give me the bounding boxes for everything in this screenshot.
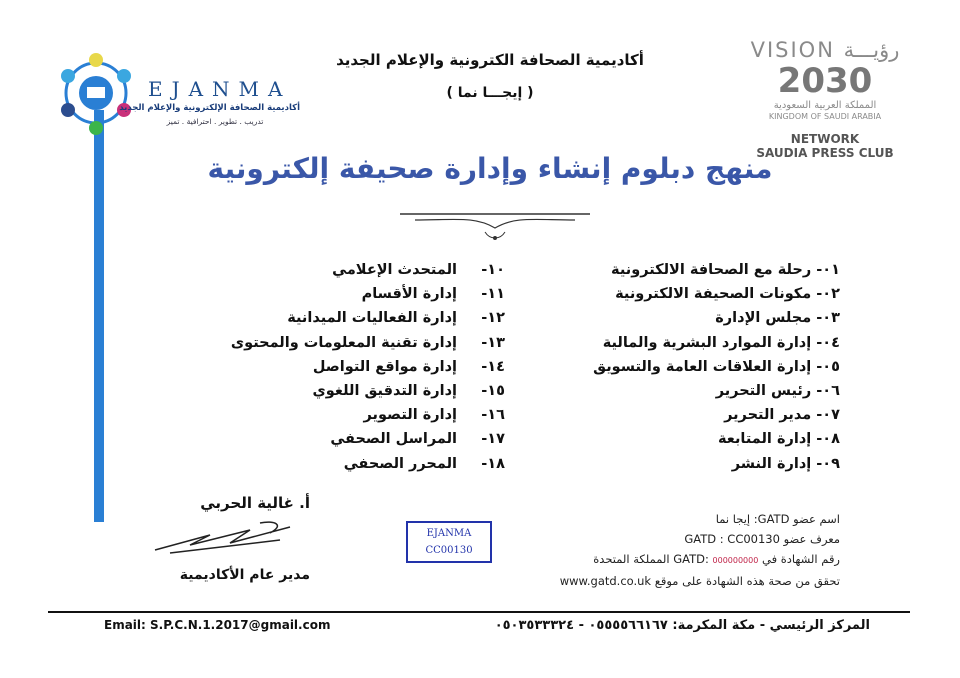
stamp-line1: EJANMA [426,528,472,539]
gatd-member-id: معرف عضو GATD : CC00130 [684,532,840,546]
item-number: ١٥- [481,383,505,400]
list-item [285,403,505,427]
footer-address: المركز الرئيسي - مكة المكرمة: ٠٥٥٥٥٦٦١٦٧ - ٠٥٠٣٥٣٣٣٢٤ [494,618,870,633]
item-number: ١٠- [481,262,505,278]
vision-line3: المملكة العربية السعودية [773,100,877,111]
signatory-name: أ. غالية الحربي [200,494,310,512]
vision-2030-logo [740,38,910,122]
ornament-divider-icon [395,206,595,246]
gatd-cert-number: 000000000 [712,556,759,565]
blue-vertical-bar [94,110,104,522]
ejanma-logo-icon [56,48,136,138]
list-item: ٠٢- مكونات الصحيفة الالكترونية [615,286,840,303]
item-number: ١٢- [481,310,505,327]
signatory-role: مدير عام الأكاديمية [179,567,310,583]
list-item: ٠٦- رئيس التحرير [715,383,840,400]
academy-name: أكاديمية الصحافة الكترونية والإعلام الجديد [336,51,644,69]
logo-name: EJANMA [148,77,292,101]
handwritten-signature-icon [150,515,300,560]
item-number: ١٦- [481,407,505,424]
footer-divider [48,611,910,613]
gatd-country: المملكة المتحدة [593,552,670,566]
list-item [285,379,505,403]
list-item [285,282,505,306]
item-text: المحرر الصحفي [343,455,457,472]
vision-line4: KINGDOM OF SAUDI ARABIA [768,112,882,121]
gatd-cert-row [560,549,840,571]
page-title: منهج دبلوم إنشاء وإدارة صحيفة إلكترونية [207,152,773,185]
list-item: ٠١- رحلة مع الصحافة الالكترونية [611,262,840,278]
item-number: ١٤- [481,358,505,375]
list-item [285,355,505,379]
stamp-line2: CC00130 [425,545,473,556]
list-item [285,258,505,282]
vision-line1: VISION رؤيـــة [750,38,900,62]
curriculum-list-1 [593,258,840,476]
logo-tagline: تدريب . تطوير . احترافية . تميز [166,117,264,126]
list-item: ٠٩- إدارة النشر [731,455,840,472]
list-item [285,452,505,476]
logo-arabic: أكاديمية الصحافة الإلكترونية والإعلام الجديد [119,103,300,113]
list-item: ٠٥- إدارة العلاقات العامة والتسويق [593,358,840,375]
item-text: إدارة تقنية المعلومات والمحتوى [230,334,457,351]
footer-email: Email: S.P.C.N.1.2017@gmail.com [104,618,331,632]
item-text: إدارة الأقسام [361,286,457,303]
gatd-verify: تحقق من صحة هذه الشهادة على موقع www.gatd.co.uk [559,574,840,588]
network-line2: SAUDIA PRESS CLUB [756,146,894,160]
list-item [285,427,505,451]
vision-line2: 2030 [777,61,873,101]
list-item [230,331,505,355]
item-text: إدارة مواقع التواصل [312,358,457,375]
list-item: ٠٨- إدارة المتابعة [717,431,840,448]
gatd-member-name: اسم عضو GATD: إيجا نما [715,512,840,526]
item-text: إدارة التدقيق اللغوي [312,383,457,400]
list-item [285,306,505,330]
item-number: ١٧- [481,431,505,448]
item-number: ١٨- [481,455,505,472]
stamp-box [406,521,492,563]
gatd-info [560,509,840,591]
item-text: إدارة التصوير [363,407,457,424]
item-number: ١١- [481,286,505,303]
item-text: إدارة الفعاليات الميدانية [287,310,457,327]
list-item: ٠٤- إدارة الموارد البشرية والمالية [602,334,840,351]
list-item: ٠٣- مجلس الإدارة [715,310,840,327]
network-line1: NETWORK [790,132,860,146]
gatd-cert-label: رقم الشهادة في GATD: [673,552,840,566]
list-item: ٠٧- مدير التحرير [724,407,840,424]
item-text: المتحدث الإعلامي [332,262,457,278]
item-number: ١٣- [481,334,505,351]
curriculum-list-2 [230,258,505,476]
academy-subtitle: ( إيجـــا نما ) [446,85,534,101]
item-text: المراسل الصحفي [330,431,457,448]
